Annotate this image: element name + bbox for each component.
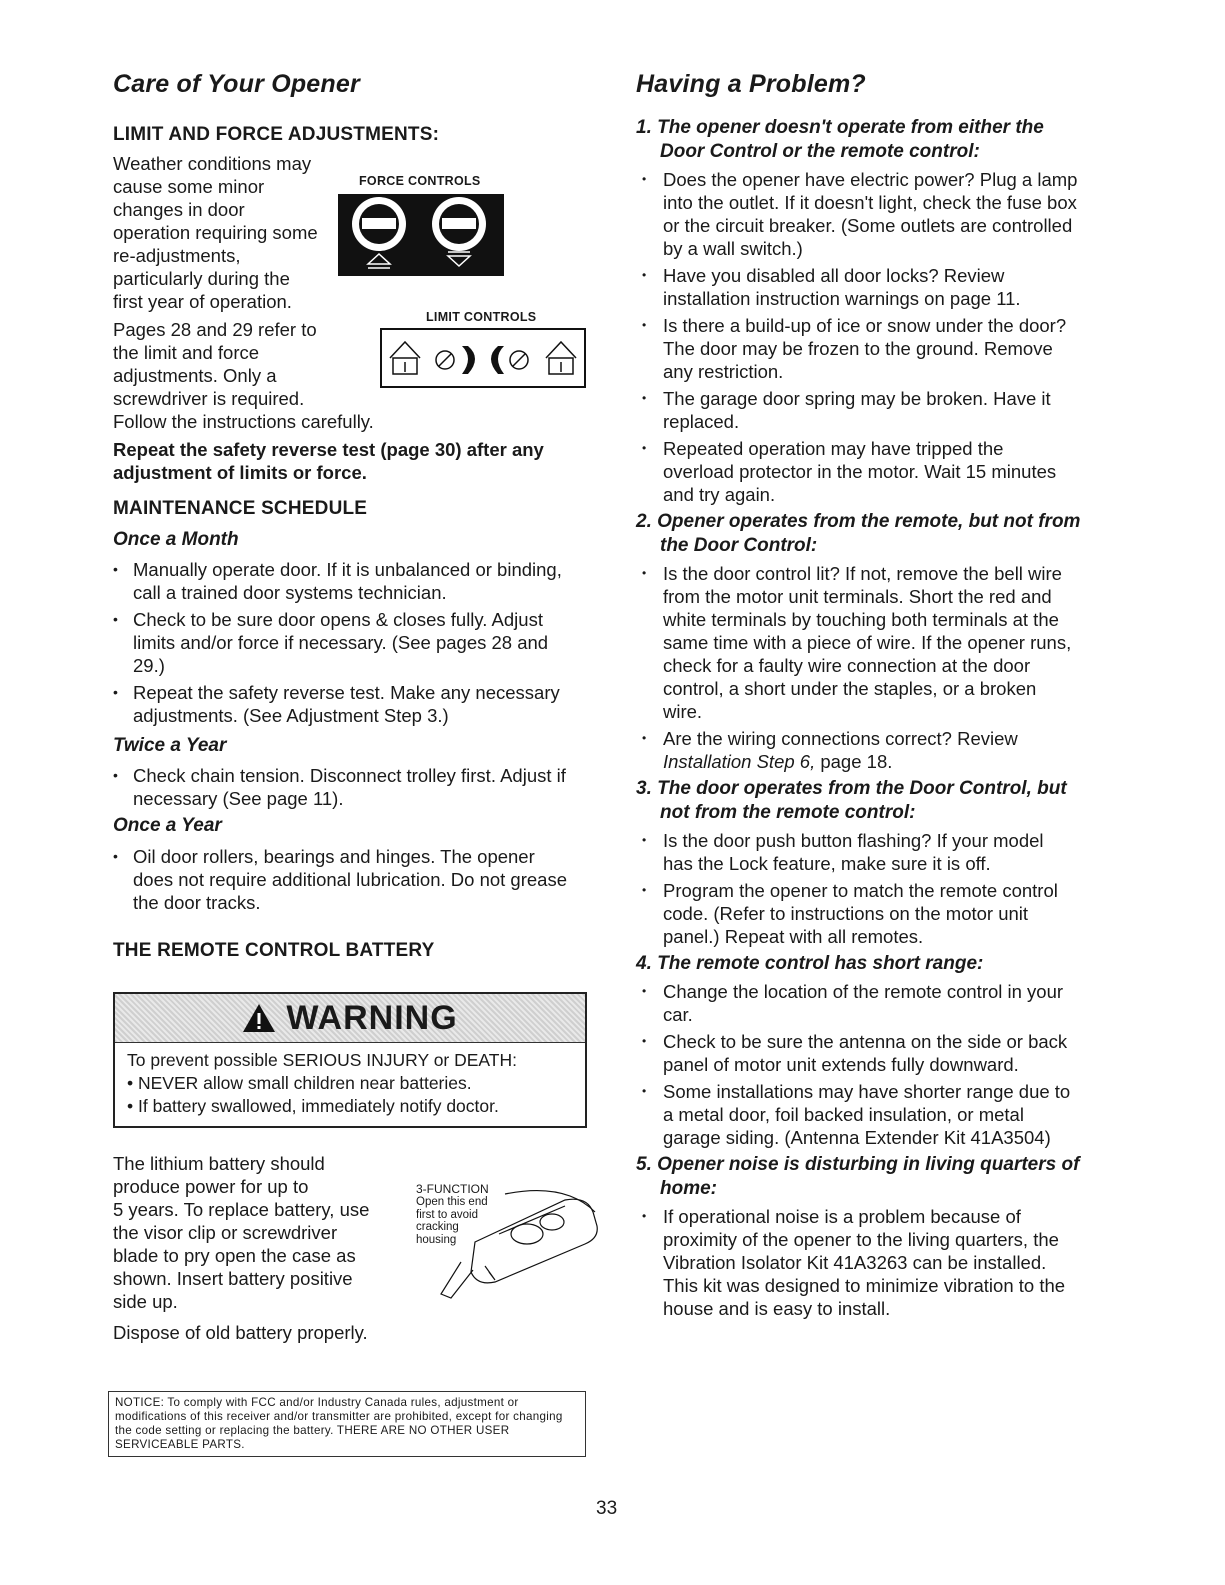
battery-text: The lithium battery should produce power for up to 5 years. To replace battery, use the visor clip or screwdriver blade to pry open the case as shown. Insert battery positive side up. [113,1153,370,1312]
warning-box [113,992,587,1128]
list-item: • Are the wiring connections correct? Review Installation Step 6, page 18. [636,727,1116,773]
page-number: 33 [596,1498,618,1519]
safety-reverse-note: Repeat the safety reverse test (page 30) after any adjustment of limits or force. [113,439,544,483]
dispose-text: Dispose of old battery properly. [113,1322,368,1343]
twice-year-heading: Twice a Year [113,735,227,756]
force-controls-diagram [338,194,504,276]
list-item: • Check to be sure door opens & closes fully. Adjust limits and/or force if necessary. (See pages 28 and 29.) [113,608,583,677]
force-controls-label: FORCE CONTROLS [359,174,481,188]
list-item: • Check chain tension. Disconnect trolley first. Adjust if necessary (See page 11). [113,764,583,810]
remote-note: Open this end first to avoid cracking housing [416,1196,488,1246]
once-month-heading: Once a Month [113,529,239,550]
list-item: • Repeat the safety reverse test. Make any necessary adjustments. (See Adjustment Step 3.) [113,681,583,727]
list-item: • If operational noise is a problem because of proximity of the opener to the living quarters, the Vibration Isolator Kit 41A3263 can be installed. This kit was designed to minimize vibration to the house and is easy to install. [636,1205,1116,1320]
care-title: Care of Your Opener [113,70,360,98]
list-item: • Is the door push button flashing? If your model has the Lock feature, make sure it is off. [636,829,1116,875]
year-list [113,845,568,918]
limit-intro: Weather conditions may cause some minor changes in door operation requiring some re-adjustments, particularly during the first year of operation. [113,153,318,312]
pages-text: Pages 28 and 29 refer to the limit and force adjustments. Only a screwdriver is required. Follow the instructions carefully. [113,319,374,432]
problem-title: Having a Problem? [636,70,866,98]
limit-force-heading: LIMIT AND FORCE ADJUSTMENTS: [113,124,440,145]
twice-list [113,764,583,814]
warning-icon [242,1002,276,1034]
month-list [113,558,583,731]
question-5: 5. Opener noise is disturbing in living quarters of home: [636,1154,1080,1199]
list-item: • Some installations may have shorter range due to a metal door, foil backed insulation, or metal garage siding. (Antenna Extender Kit 41A3504) [636,1080,1116,1149]
battery-heading: THE REMOTE CONTROL BATTERY [113,940,435,961]
list-item: • The garage door spring may be broken. Have it replaced. [636,387,1116,433]
question-1: 1. The opener doesn't operate from either the Door Control or the remote control: [636,117,1044,162]
warning-title: WARNING [286,998,458,1037]
list-item: • Program the opener to match the remote control code. (Refer to instructions on the motor unit panel.) Repeat with all remotes. [636,879,1116,948]
limit-controls-label: LIMIT CONTROLS [426,310,537,324]
maintenance-heading: MAINTENANCE SCHEDULE [113,498,368,519]
remote-label: 3-FUNCTION [416,1182,489,1196]
warning-body: To prevent possible SERIOUS INJURY or DEATH: • NEVER allow small children near batteries. • If battery swallowed, immediately notify doctor. [127,1050,517,1116]
list-item: • Repeated operation may have tripped the overload protector in the motor. Wait 15 minutes and try again. [636,437,1116,506]
list-item: • Manually operate door. If it is unbalanced or binding, call a trained door systems technician. [113,558,583,604]
question-3: 3. The door operates from the Door Control, but not from the remote control: [636,778,1067,823]
list-item: • Change the location of the remote control in your car. [636,980,1116,1026]
limit-controls-diagram [380,328,586,388]
list-item: • Oil door rollers, bearings and hinges. The opener does not require additional lubrication. Do not grease the door tracks. [113,845,568,914]
once-year-heading: Once a Year [113,815,222,836]
list-item: • Check to be sure the antenna on the side or back panel of motor unit extends fully downward. [636,1030,1116,1076]
warning-header [115,994,585,1043]
list-item: • Have you disabled all door locks? Review installation instruction warnings on page 11. [636,264,1116,310]
troubleshooting [636,116,1116,1324]
fcc-notice: NOTICE: To comply with FCC and/or Industry Canada rules, adjustment or modifications of this receiver and/or transmitter are prohibited, except for changing the code setting or replacing the battery. THERE ARE NO OTHER USER SERVICEABLE PARTS. [108,1391,586,1457]
question-2: 2. Opener operates from the remote, but not from the Door Control: [636,511,1081,556]
remote-illustration [415,1182,605,1302]
list-item: • Is there a build-up of ice or snow under the door? The door may be frozen to the ground. Remove any restriction. [636,314,1116,383]
question-4: 4. The remote control has short range: [636,953,984,974]
list-item: • Does the opener have electric power? Plug a lamp into the outlet. If it doesn't light, check the fuse box or the circuit breaker. (Some outlets are controlled by a wall switch.) [636,168,1116,260]
list-item: • Is the door control lit? If not, remove the bell wire from the motor unit terminals. Short the red and white terminals by touching both terminals at the same time with a piece of wire. If the opener runs, check for a faulty wire connection at the door control, a short under the staples, or a broken wire. [636,562,1116,723]
